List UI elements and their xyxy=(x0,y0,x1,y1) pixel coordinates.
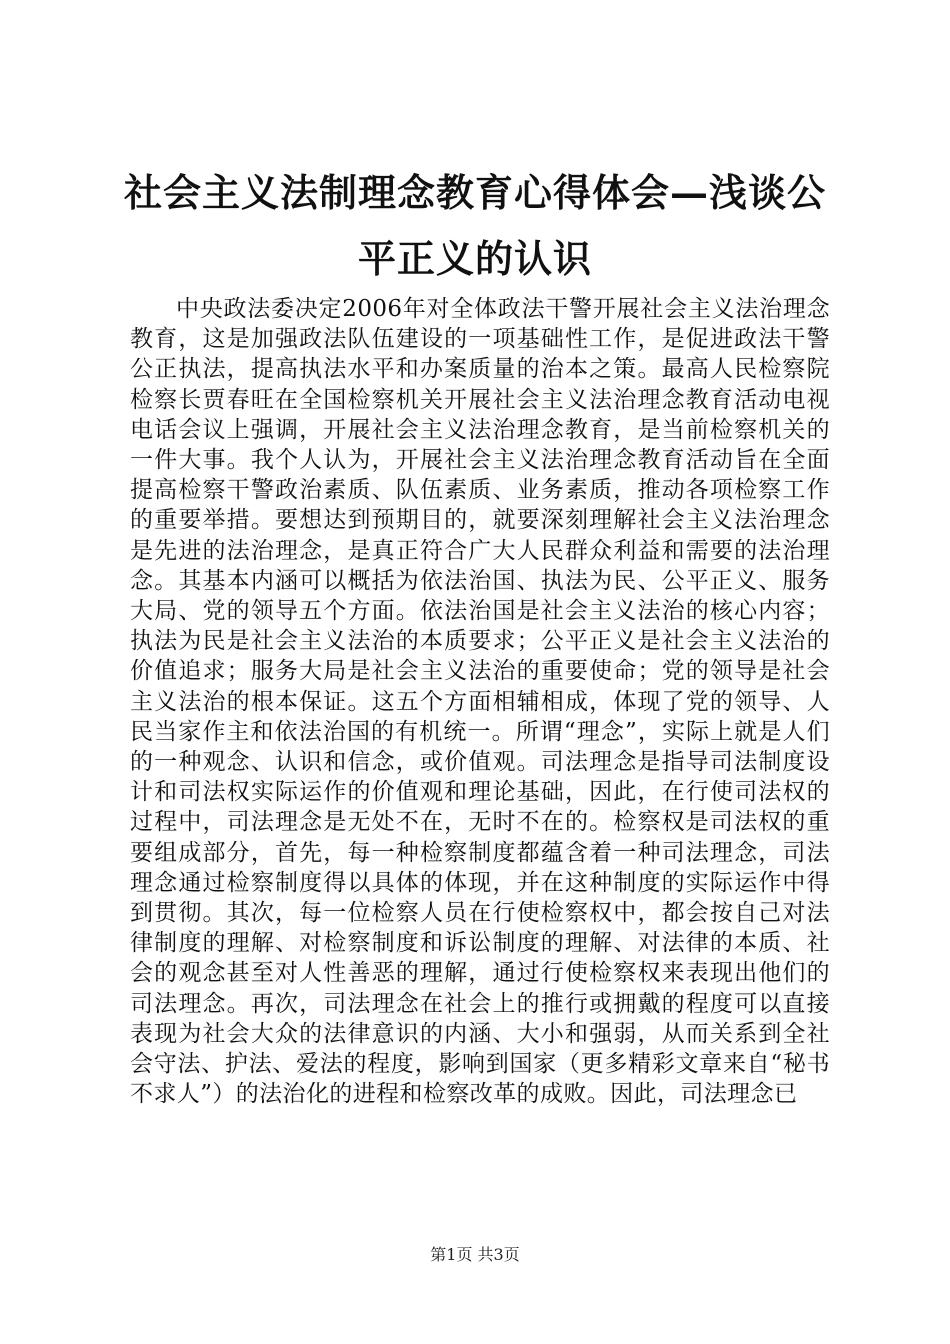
body-paragraph: 中央政法委决定2006年对全体政法干警开展社会主义法治理念教育，这是加强政法队伍建设的一项基础性工作，是促进政法干警公正执法，提高执法水平和办案质量的治本之策。最高人民检察院检察长贾春旺在全国检察机关开展社会主义法治理念教育活动电视电话会议上强调，开展社会主义法治理念教育，是当前检察机关的一件大事。我个人认为，开展社会主义法治理念教育活动旨在全面提高检察干警政治素质、队伍素质、业务素质，推动各项检察工作的重要举措。要想达到预期目的，就要深刻理解社会主义法治理念是先进的法治理念，是真正符合广大人民群众利益和需要的法治理念。其基本内涵可以概括为依法治国、执法为民、公平正义、服务大局、党的领导五个方面。依法治国是社会主义法治的核心内容；执法为民是社会主义法治的本质要求；公平正义是社会主义法治的价值追求；服务大局是社会主义法治的重要使命；党的领导是社会主义法治的根本保证。这五个方面相辅相成，体现了党的领导、人民当家作主和依法治国的有机统一。所谓“理念”，实际上就是人们的一种观念、认识和信念，或价值观。司法理念是指导司法制度设计和司法权实际运作的价值观和理论基础，因此，在行使司法权的过程中，司法理念是无处不在，无时不在的。检察权是司法权的重要组成部分，首先，每一种检察制度都蕴含着一种司法理念，司法理念通过检察制度得以具体的体现，并在这种制度的实际运作中得到贯彻。其次，每一位检察人员在行使检察权中，都会按自己对法律制度的理解、对检察制度和诉讼制度的理解、对法律的本质、社会的观念甚至对人性善恶的理解，通过行使检察权来表现出他们的司法理念。再次，司法理念在社会上的推行或拥戴的程度可以直接表现为社会大众的法律意识的内涵、大小和强弱，从而关系到全社会守法、护法、爱法的程度，影响到国家（更多精彩文章来自“秘书不求人”）的法治化的进程和检察改革的成败。因此，司法理念已 xyxy=(130,296,830,1108)
document-title: 社会主义法制理念教育心得体会—浅谈公平正义的认识 xyxy=(123,170,826,281)
page-number-footer: 第1页 共3页 xyxy=(430,1245,520,1264)
